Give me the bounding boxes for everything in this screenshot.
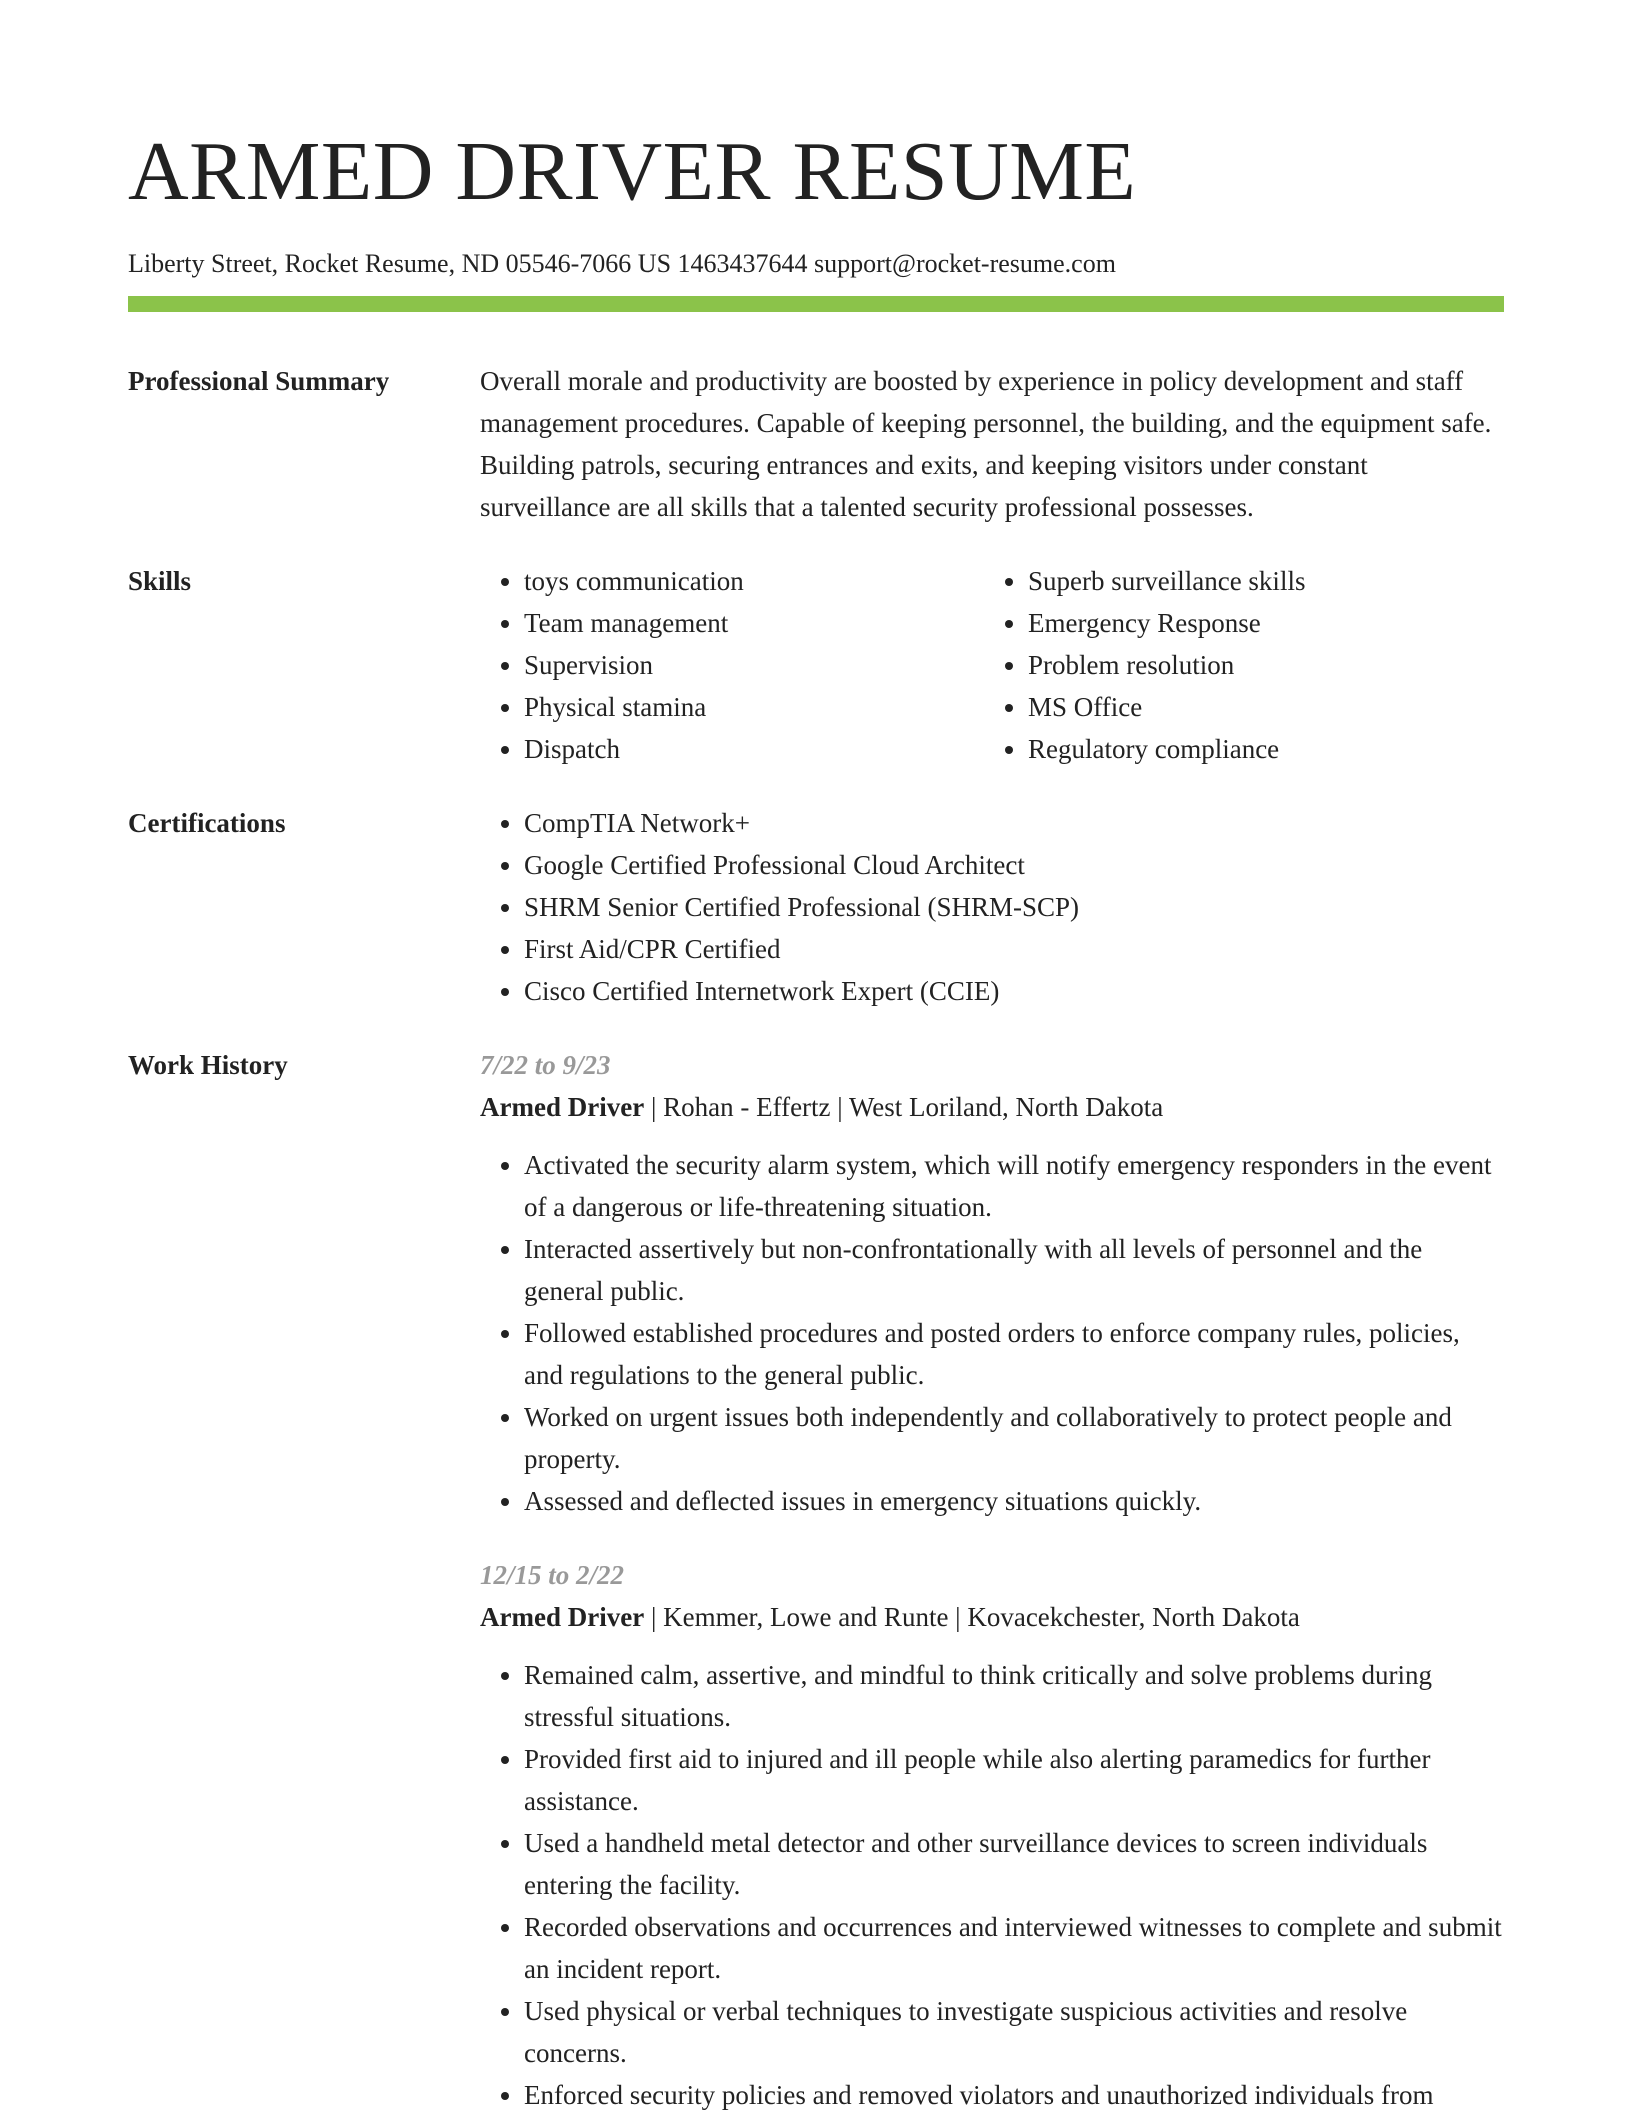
- certifications-section: [128, 802, 1504, 1012]
- summary-section: [128, 360, 1504, 528]
- job-bullet: • Used a handheld metal detector and other surveillance devices to screen individuals entering the facility.: [524, 1822, 1504, 1906]
- section-label: Professional Summary: [128, 366, 390, 396]
- job-bullet: • Followed established procedures and posted orders to enforce company rules, policies, and regulations to the general public.: [524, 1312, 1504, 1396]
- accent-divider: [128, 296, 1504, 312]
- skill-item: • Team management: [524, 602, 984, 644]
- skill-item: • Dispatch: [524, 728, 984, 770]
- job-bullets: [480, 1654, 1504, 2116]
- job-bullet: • Used physical or verbal techniques to investigate suspicious activities and resolve concerns.: [524, 1990, 1504, 2074]
- resume-title: ARMED DRIVER RESUME: [128, 125, 1137, 218]
- skills-columns: [480, 560, 1532, 770]
- job-bullet: • Provided first aid to injured and ill people while also alerting paramedics for further assistance.: [524, 1738, 1504, 1822]
- job-bullet: • Activated the security alarm system, which will notify emergency responders in the event of a dangerous or life-threatening situation.: [524, 1144, 1504, 1228]
- resume-page: [128, 112, 1504, 2116]
- job-title: Armed Driver: [480, 1092, 645, 1122]
- section-label: Certifications: [128, 808, 286, 838]
- work-history-body: [480, 1044, 1504, 2116]
- skill-item: • Emergency Response: [1028, 602, 1532, 644]
- contact-line: Liberty Street, Rocket Resume, ND 05546-7066 US 1463437644 support@rocket-resume.com: [128, 249, 1116, 278]
- certifications-body: [480, 802, 1504, 1012]
- job-bullet: • Worked on urgent issues both independently and collaboratively to protect people and property.: [524, 1396, 1504, 1480]
- certification-item: • Cisco Certified Internetwork Expert (CCIE): [524, 970, 1504, 1012]
- summary-text: Overall morale and productivity are boosted by experience in policy development and staff management procedures. Capable of keeping personnel, the building, and the equipment safe. Building patrols, securing entrances and exits, and keeping visitors under constant surveillance are all skills that a talented security professional possesses.: [480, 366, 1492, 522]
- work-history-section: [128, 1044, 1504, 2116]
- skills-list-left: [480, 560, 984, 770]
- skill-item: • Problem resolution: [1028, 644, 1532, 686]
- skill-item: • Regulatory compliance: [1028, 728, 1532, 770]
- skills-list-right: [984, 560, 1532, 770]
- job-dates: 12/15 to 2/22: [480, 1560, 625, 1590]
- section-label: Skills: [128, 566, 192, 596]
- job-bullet: • Remained calm, assertive, and mindful to think critically and solve problems during stressful situations.: [524, 1654, 1504, 1738]
- certification-item: • SHRM Senior Certified Professional (SHRM-SCP): [524, 886, 1504, 928]
- certification-item: • First Aid/CPR Certified: [524, 928, 1504, 970]
- section-label: Work History: [128, 1050, 288, 1080]
- job-bullets: [480, 1144, 1504, 1522]
- job-details: | Kemmer, Lowe and Runte | Kovacekchester, North Dakota: [644, 1602, 1300, 1632]
- job-title: Armed Driver: [480, 1602, 645, 1632]
- skills-section: [128, 560, 1504, 770]
- job-bullet: • Assessed and deflected issues in emergency situations quickly.: [524, 1480, 1504, 1522]
- job-entry: [480, 1554, 1504, 2116]
- certification-item: • CompTIA Network+: [524, 802, 1504, 844]
- job-dates: 7/22 to 9/23: [480, 1050, 611, 1080]
- certifications-list: [480, 802, 1504, 1012]
- job-heading: [480, 1596, 1504, 1638]
- job-heading: [480, 1086, 1504, 1128]
- job-bullet: • Enforced security policies and removed violators and unauthorized individuals from: [524, 2074, 1504, 2116]
- job-bullet: • Interacted assertively but non-confrontationally with all levels of personnel and the general public.: [524, 1228, 1504, 1312]
- skill-item: • Physical stamina: [524, 686, 984, 728]
- skill-item: • MS Office: [1028, 686, 1532, 728]
- skill-item: • Superb surveillance skills: [1028, 560, 1532, 602]
- skill-item: • toys communication: [524, 560, 984, 602]
- skill-item: • Supervision: [524, 644, 984, 686]
- job-bullet: • Recorded observations and occurrences and interviewed witnesses to complete and submit an incident report.: [524, 1906, 1504, 1990]
- job-entry: [480, 1044, 1504, 1522]
- certification-item: • Google Certified Professional Cloud Architect: [524, 844, 1504, 886]
- job-details: | Rohan - Effertz | West Loriland, North Dakota: [644, 1092, 1164, 1122]
